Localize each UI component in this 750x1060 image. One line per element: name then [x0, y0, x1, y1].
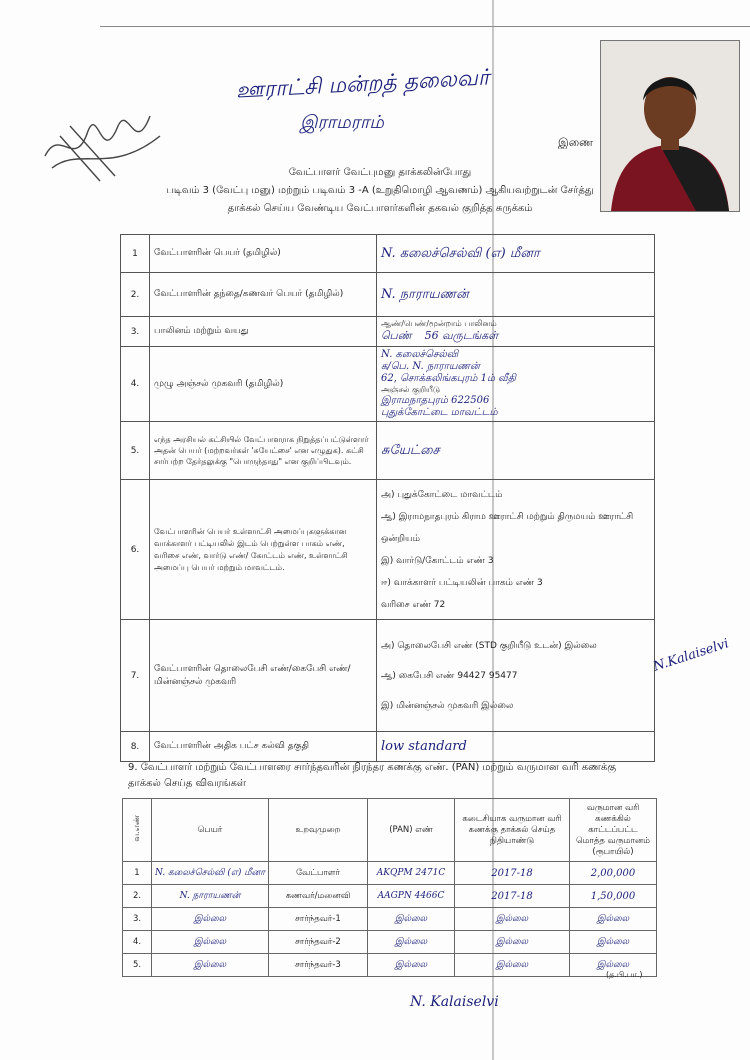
signature-scribble — [40, 96, 170, 186]
gender-value: பெண் — [381, 329, 412, 342]
cell: இல்லை — [455, 931, 570, 954]
header-line-1: வேட்பாளர் வேட்புமனு தாக்கலின்போது — [288, 167, 472, 178]
cell: 2017-18 — [455, 885, 570, 908]
cell: இல்லை — [152, 908, 269, 931]
cell: N. நாராயணன் — [152, 885, 269, 908]
header-line-2: படிவம் 3 (வேட்பு மனு) மற்றும் படிவம் 3 -A (உறுதிமொழி ஆவணம்) ஆகியவற்றுடன் சேர்த்து — [166, 185, 594, 196]
person-photo-icon — [601, 41, 739, 211]
cell: 4. — [123, 931, 152, 954]
pan-table-header-row — [123, 799, 657, 862]
cell: இல்லை — [570, 954, 657, 977]
table-row — [123, 885, 657, 908]
row-number: 3. — [121, 317, 150, 347]
address-line: 62, சொக்கலிங்கபுரம் 1ம் வீதி — [381, 373, 516, 384]
table-row — [123, 931, 657, 954]
serial-line: வரிசை எண் 72 — [381, 599, 446, 610]
row-number: 2. — [121, 273, 150, 317]
row-value-cell — [377, 620, 655, 732]
cell: கணவர்/மனைவி — [269, 885, 368, 908]
cell: N. கலைச்செல்வி (எ) மீனா — [152, 862, 269, 885]
handwritten-candidate-name: இராமராம் — [300, 112, 384, 133]
row-value-cell — [377, 480, 655, 620]
ward-line: இ) வார்டு/கோட்டம் எண் 3 — [381, 555, 494, 566]
cell: 2017-18 — [455, 862, 570, 885]
row-label: எந்த அரசியல் கட்சியில் வேட்பாளராக நிறுத்தப்பட்டுள்ளார் அதன் பெயர் (மற்றவர்கள் 'சுயேட்சை' என எழுதுக). கட்சி சார்பற்ற தேர்தலுக்கு "பொருந்தாது" என குறிப்பிடவும். — [150, 422, 377, 480]
header-pan: (PAN) எண் — [368, 799, 455, 862]
row-value-cell — [377, 422, 655, 480]
header-last-fy: கடைசியாக வருமான வரி கணக்கு தாக்கல் செய்த நிதியாண்டு — [455, 799, 570, 862]
handwritten-post-title: ஊராட்சி மன்றத் தலைவர் — [235, 65, 490, 104]
table-row — [121, 317, 655, 347]
row-number: 4. — [121, 347, 150, 422]
row-number: 7. — [121, 620, 150, 732]
table-row — [123, 908, 657, 931]
row-value-cell — [377, 273, 655, 317]
part-line: ஈ) வாக்காளர் பட்டியலின் பாகம் எண் 3 — [381, 577, 543, 588]
cell: சார்ந்தவர்-1 — [269, 908, 368, 931]
cell: சார்ந்தவர்-2 — [269, 931, 368, 954]
header-total-income: வருமான வரி கணக்கில் காட்டப்பட்ட மொத்த வருமானம் (ரூபாயில்) — [570, 799, 657, 862]
cell: இல்லை — [152, 931, 269, 954]
row-number: 6. — [121, 480, 150, 620]
header-name: பெயர் — [152, 799, 269, 862]
row-label: வேட்பாளரின் தொலைபேசி எண்/கைபேசி எண்/மின்னஞ்சல் முகவரி — [150, 620, 377, 732]
email-line: இ) மின்னஞ்சல் முகவரி இல்லை — [381, 700, 514, 711]
row-label: வேட்பாளரின் பெயர் உள்ளாட்சி அமைப்புகளுக்கான வாக்காளர் பட்டியலில் இடம் பெற்றுள்ள பாகம் எண், வரிசை எண், வார்டு எண்/ கோட்டம் எண், உள்ளாட்சி அமைப்பு பெயர் மற்றும் மாவட்டம். — [150, 480, 377, 620]
header-serial: வ.எண் — [123, 799, 152, 862]
row-value-cell — [377, 317, 655, 347]
row-value: low standard — [381, 739, 467, 754]
row-label: வேட்பாளரின் பெயர் (தமிழில்) — [150, 235, 377, 273]
photo-side-label: இணை — [558, 136, 594, 149]
pan-income-table — [122, 798, 657, 977]
cell: இல்லை — [570, 931, 657, 954]
row-value: N. கலைச்செல்வி (எ) மீனா — [381, 245, 540, 261]
row-number: 5. — [121, 422, 150, 480]
cell: 1,50,000 — [570, 885, 657, 908]
mobile-line: ஆ) கைபேசி எண் 94427 95477 — [381, 670, 518, 681]
table-row — [123, 862, 657, 885]
cell: இல்லை — [368, 908, 455, 931]
table-row — [121, 235, 655, 273]
cell: 2,00,000 — [570, 862, 657, 885]
cell: சார்ந்தவர்-3 — [269, 954, 368, 977]
cell: இல்லை — [368, 954, 455, 977]
age-value: 56 வருடங்கள் — [424, 329, 499, 342]
telephone-line: அ) தொலைபேசி எண் (STD குறியீடு உடன்) இல்லை — [381, 640, 597, 651]
cell: இல்லை — [570, 908, 657, 931]
table-row — [121, 422, 655, 480]
row-label: வேட்பாளரின் தந்தை/கணவர் பெயர் (தமிழில்) — [150, 273, 377, 317]
address-line: புதுக்கோட்டை மாவட்டம் — [381, 407, 498, 418]
table-row — [121, 347, 655, 422]
panchayat-line: ஆ) இராமநாதபுரம் கிராம ஊராட்சி மற்றும் திருமயம் ஊராட்சி ஒன்றியம் — [381, 511, 634, 544]
gender-options: ஆண்/பெண்/மூன்றாம் பாலினம் — [381, 319, 497, 328]
cell: 3. — [123, 908, 152, 931]
address-line: க/பெ. N. நாராயணன் — [381, 361, 480, 372]
header-line-3: தாக்கல் செய்ய வேண்டிய வேட்பாளர்களின் தகவல் குறித்த சுருக்கம் — [227, 203, 533, 214]
candidate-info-table — [120, 234, 655, 762]
table-footnote: (த.பி.பா.) — [606, 970, 643, 979]
pincode-label: அஞ்சல் குறியீடு — [381, 385, 441, 394]
district-line: அ) புதுக்கோட்டை மாவட்டம் — [381, 489, 503, 500]
cell: 5. — [123, 954, 152, 977]
row-value-cell — [377, 235, 655, 273]
page-edge-line — [100, 26, 750, 27]
section-9-number: 9. — [128, 762, 138, 773]
row-number: 8. — [121, 732, 150, 762]
row-label: பாலினம் மற்றும் வயது — [150, 317, 377, 347]
header-relation: உறவுமுறை — [269, 799, 368, 862]
row-number: 1 — [121, 235, 150, 273]
cell: இல்லை — [455, 954, 570, 977]
section-9-text: வேட்பாளர் மற்றும் வேட்பாளரை சார்ந்தவரின் நிரந்தர கணக்கு எண். (PAN) மற்றும் வருமான வரி கணக்கு தாக்கல் செய்த விவரங்கள் — [128, 762, 617, 789]
table-row — [121, 480, 655, 620]
section-9-heading — [128, 760, 628, 792]
cell: இல்லை — [368, 931, 455, 954]
address-line: இராமநாதபுரம் 622506 — [381, 395, 490, 406]
cell: 2. — [123, 885, 152, 908]
row-label: வேட்பாளரின் அதிக பட்ச கல்வி தகுதி — [150, 732, 377, 762]
cell: AKQPM 2471C — [368, 862, 455, 885]
cell: வேட்பாளர் — [269, 862, 368, 885]
table-row — [121, 620, 655, 732]
candidate-photo — [600, 40, 740, 212]
row-value: N. நாராயணன் — [381, 286, 469, 302]
table-row — [121, 732, 655, 762]
row-value-cell — [377, 732, 655, 762]
cell: AAGPN 4466C — [368, 885, 455, 908]
row-value-cell — [377, 347, 655, 422]
bottom-signature: N. Kalaiselvi — [410, 994, 499, 1010]
address-line: N. கலைச்செல்வி — [381, 349, 459, 360]
table-row — [123, 954, 657, 977]
cell: இல்லை — [455, 908, 570, 931]
table-row — [121, 273, 655, 317]
row-value: சுயேட்சை — [381, 442, 440, 458]
cell: இல்லை — [152, 954, 269, 977]
row-label: முழு அஞ்சல் முகவரி (தமிழில்) — [150, 347, 377, 422]
cell: 1 — [123, 862, 152, 885]
side-signature: N.Kalaiselvi — [651, 636, 731, 675]
